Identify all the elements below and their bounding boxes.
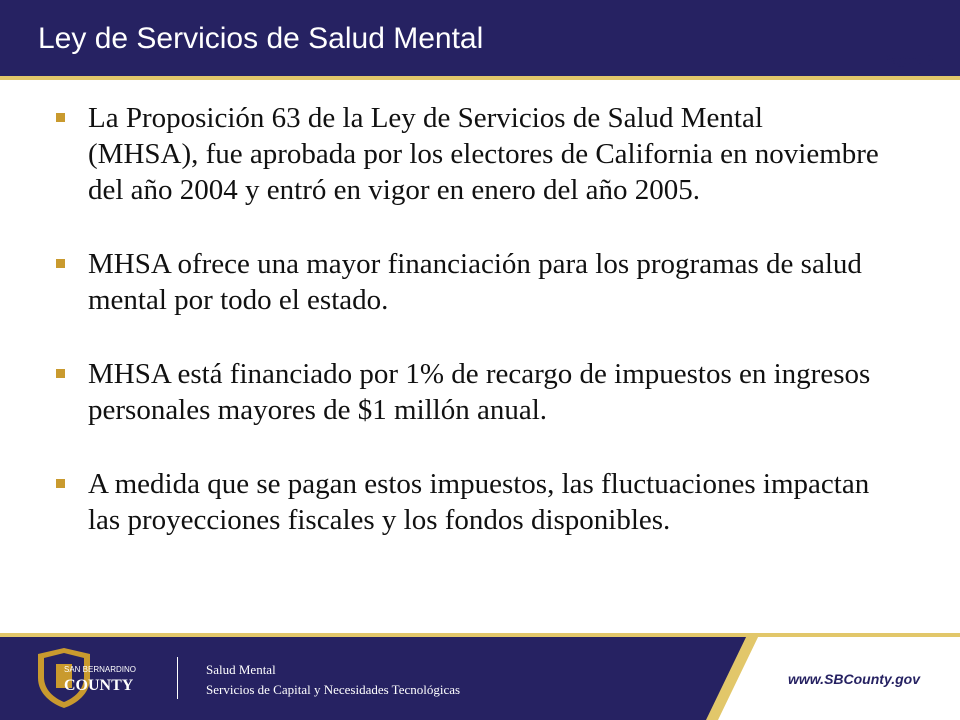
header-accent-line: [0, 76, 960, 80]
logo-text-line1: SAN BERNARDINO: [64, 665, 137, 674]
footer-subtitle: Servicios de Capital y Necesidades Tecnológicas: [206, 682, 461, 697]
square-bullet-icon: [56, 369, 65, 378]
logo-text-line2: COUNTY: [64, 677, 134, 694]
bullet-text: A medida que se pagan estos impuestos, las fluctuaciones impactan las proyecciones fiscales y los fondos disponibles.: [88, 468, 870, 536]
footer-website-link[interactable]: www.SBCounty.gov: [788, 671, 920, 687]
square-bullet-icon: [56, 479, 65, 488]
bullet-text: La Proposición 63 de la Ley de Servicios de Salud Mental (MHSA), fue aprobada por los electores de California en noviembre del año 2004 y entró en vigor en enero del año 2005.: [88, 102, 879, 206]
footer-department: Salud Mental: [206, 662, 276, 677]
footer-divider: [177, 657, 178, 699]
bullet-text: MHSA ofrece una mayor financiación para los programas de salud mental por todo el estado.: [88, 248, 862, 316]
bullet-item: [50, 100, 880, 208]
slide-title: Ley de Servicios de Salud Mental: [38, 22, 484, 55]
bullet-list: [50, 100, 880, 576]
bullet-item: [50, 466, 880, 538]
square-bullet-icon: [56, 259, 65, 268]
bullet-text: MHSA está financiado por 1% de recargo de impuestos en ingresos personales mayores de $1 millón anual.: [88, 358, 871, 426]
square-bullet-icon: [56, 113, 65, 122]
bullet-item: [50, 246, 880, 318]
footer-text-block: [206, 660, 460, 700]
page-number: Página 2: [882, 53, 934, 68]
footer-accent-line: [0, 633, 960, 637]
county-shield-logo: [34, 644, 162, 710]
bullet-item: [50, 356, 880, 428]
